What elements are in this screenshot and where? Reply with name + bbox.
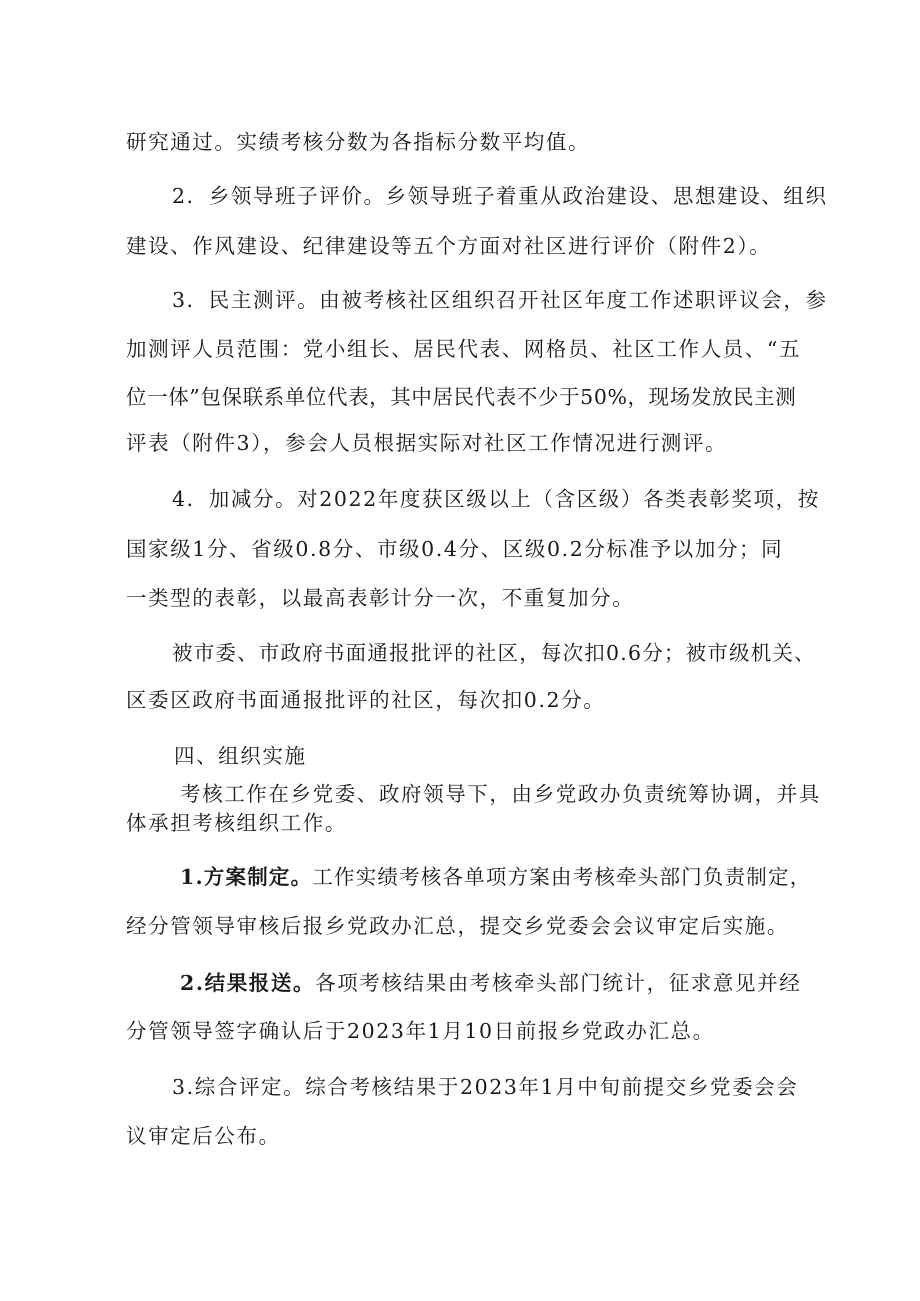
- text-line: 分管领导签字确认后于2023年1月10日前报乡党政办汇总。: [126, 1019, 715, 1043]
- text-line: 2．乡领导班子评价。乡领导班子着重从政治建设、思想建设、组织: [172, 184, 828, 208]
- text-line: 1.方案制定。工作实绩考核各单项方案由考核牵头部门负责制定，: [180, 865, 812, 889]
- text-line: 议审定后公布。: [126, 1124, 281, 1148]
- section-heading: 四、组织实施: [174, 744, 307, 768]
- text-line: 被市委、市政府书面通报批评的社区，每次扣0.6分；被市级机关、: [172, 641, 816, 665]
- text-line: 加测评人员范围：党小组长、居民代表、网格员、社区工作人员、“五: [126, 337, 802, 361]
- text-line: 区委区政府书面通报批评的社区，每次扣0.2分。: [126, 688, 606, 712]
- text-line: 经分管领导审核后报乡党政办汇总，提交乡党委会会议审定后实施。: [126, 914, 789, 938]
- text-line: 4．加减分。对2022年度获区级以上（含区级）各类表彰奖项，按: [172, 487, 820, 511]
- text-line: 位一体”包保联系单位代表，其中居民代表不少于50%，现场发放民主测: [126, 385, 797, 409]
- text-line: 考核工作在乡党委、政府领导下，由乡党政办负责统筹协调，并具: [180, 782, 821, 806]
- text-line: 建设、作风建设、纪律建设等五个方面对社区进行评价（附件2）。: [126, 234, 772, 258]
- text-line: 体承担考核组织工作。: [126, 811, 347, 835]
- text-line: 3．民主测评。由被考核社区组织召开社区年度工作述职评议会，参: [172, 288, 828, 312]
- bold-lead: 1.方案制定。: [180, 865, 313, 889]
- bold-lead: 2.结果报送。: [180, 971, 316, 995]
- text-line: 一类型的表彰，以最高表彰计分一次，不重复加分。: [126, 586, 635, 610]
- text-line: 国家级1分、省级0.8分、市级0.4分、区级0.2分标准予以加分；同: [126, 537, 784, 561]
- text-line: 2.结果报送。各项考核结果由考核牵头部门统计，征求意见并经: [180, 971, 802, 995]
- text-line: 研究通过。实绩考核分数为各指标分数平均值。: [126, 130, 591, 154]
- text-line: 3.综合评定。综合考核结果于2023年1月中旬前提交乡党委会会: [172, 1075, 799, 1099]
- text-line: 评表（附件3），参会人员根据实际对社区工作情况进行测评。: [126, 431, 728, 455]
